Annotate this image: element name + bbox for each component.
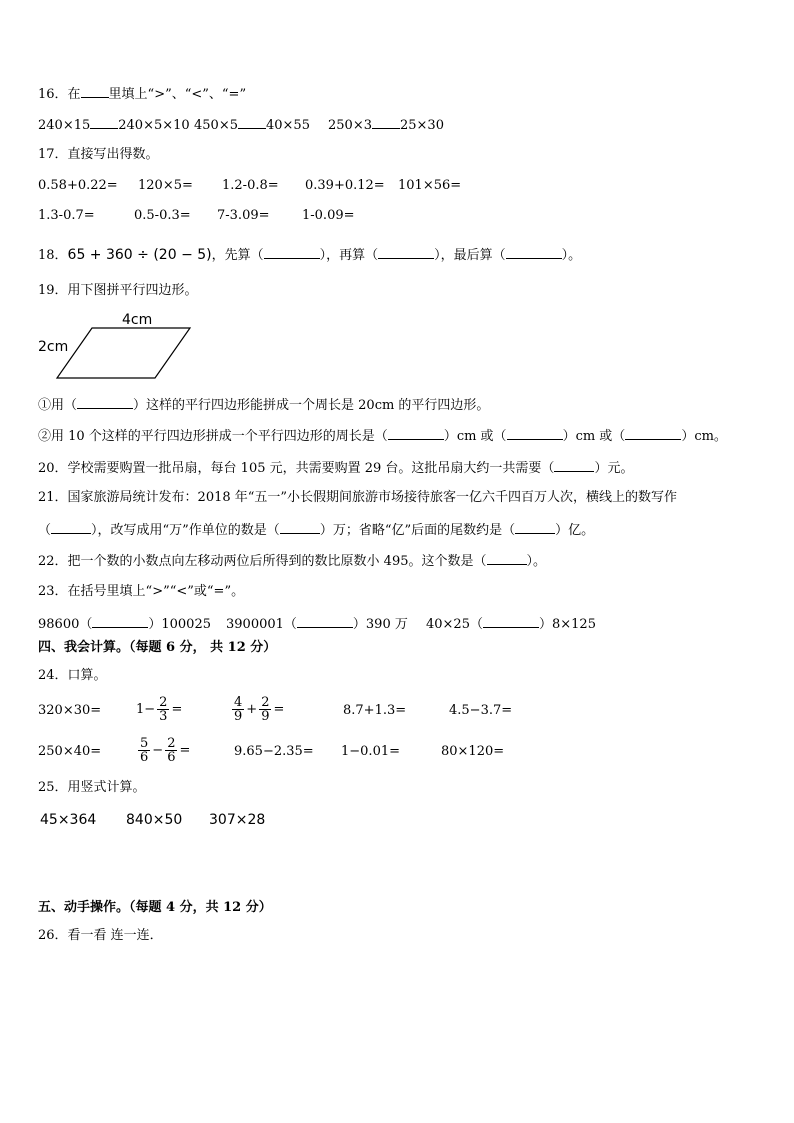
q24-r1-b-fraction xyxy=(157,696,169,723)
section-4-title: 四、我会计算。（每题 6 分， 共 12 分） xyxy=(38,640,277,655)
q16-item-3-left: 250×3 xyxy=(328,118,372,133)
q24-r1-d: 8.7+1.3= xyxy=(343,703,407,718)
q23-item-1-left: 98600（ xyxy=(38,617,93,632)
q20-line xyxy=(38,458,633,478)
q23-item-1-blank[interactable] xyxy=(92,614,148,628)
q20-a: 20．学校需要购置一批吊扇，每台 105 元，共需要购置 29 台。这批吊扇大约一共需要（ xyxy=(38,461,555,476)
q18-expression: 65 + 360 ÷ (20 − 5) xyxy=(67,247,212,263)
q21-d: ）亿。 xyxy=(555,523,595,538)
fraction-numerator: 2 xyxy=(261,695,270,710)
q19-part2 xyxy=(38,426,727,446)
parallelogram-shape xyxy=(57,328,190,378)
q19-part1 xyxy=(38,395,489,415)
q24-r1-c-op: + xyxy=(246,702,258,717)
q19-part2-blank-3[interactable] xyxy=(625,426,681,440)
q17-r2-3: 7-3.09= xyxy=(217,208,270,223)
q24-r1-c-post: = xyxy=(273,702,285,717)
q16-tail: 里填上“>”、“<”、“=” xyxy=(108,87,247,102)
q16-item-1 xyxy=(38,115,190,135)
q21-a: （ xyxy=(38,523,52,538)
q18-blank-1[interactable] xyxy=(264,245,320,259)
q16-item-1-left: 240×15 xyxy=(38,118,91,133)
section-5-title: 五、动手操作。（每题 4 分，共 12 分） xyxy=(38,900,272,915)
q17-r1-1: 0.58+0.22= xyxy=(38,178,118,193)
fraction-numerator: 2 xyxy=(159,695,168,710)
q21-blank-1[interactable] xyxy=(51,520,91,534)
fraction-denominator: 9 xyxy=(261,709,270,724)
q22-b: ）。 xyxy=(526,554,547,569)
q24-r2-b xyxy=(136,733,190,769)
q18-blank-3[interactable] xyxy=(506,245,562,259)
q16-item-1-blank[interactable] xyxy=(90,115,118,129)
q24-r2-c: 9.65−2.35= xyxy=(234,744,314,759)
fraction-denominator: 3 xyxy=(159,709,168,724)
q22-line xyxy=(38,551,546,571)
q18-text3: ），最后算（ xyxy=(434,248,506,263)
q22-blank[interactable] xyxy=(487,551,527,565)
q24-r2-b-post: = xyxy=(179,743,191,758)
q26-label: 26．看一看 连一连． xyxy=(38,928,163,943)
q24-r1-a: 320×30= xyxy=(38,703,102,718)
q17-r2-4: 1-0.09= xyxy=(302,208,355,223)
q24-r2-b-fraction-2 xyxy=(165,737,177,764)
q17-r1-2: 120×5= xyxy=(138,178,193,193)
q24-r1-c-fraction-1 xyxy=(232,696,244,723)
q23-item-2-right: ）390 万 xyxy=(352,617,408,632)
q19-part2-blank-1[interactable] xyxy=(388,426,444,440)
q23-item-1-right: ）100025 xyxy=(148,617,211,632)
q23-item-3-right: ）8×125 xyxy=(538,617,596,632)
fraction-numerator: 5 xyxy=(140,736,149,751)
q18-line xyxy=(38,245,581,265)
q21-line-2 xyxy=(38,520,594,540)
q23-item-3-blank[interactable] xyxy=(483,614,539,628)
fraction-denominator: 6 xyxy=(167,750,176,765)
q24-r1-c xyxy=(230,692,284,728)
q24-r1-b-pre: 1− xyxy=(136,702,156,717)
q19-part1-b: ）这样的平行四边形能拼成一个周长是 20cm 的平行四边形。 xyxy=(133,398,490,413)
q20-blank[interactable] xyxy=(554,458,594,472)
q17-r1-3: 1.2-0.8= xyxy=(222,178,279,193)
q23-item-2-left: 3900001（ xyxy=(226,617,297,632)
q17-label: 17．直接写出得数。 xyxy=(38,147,159,162)
q16-label: 16．在 xyxy=(38,87,81,102)
q16-item-3 xyxy=(328,115,444,135)
q25-item-2: 840×50 xyxy=(126,812,183,828)
fraction-denominator: 6 xyxy=(140,750,149,765)
q23-label: 23．在括号里填上“>”“<”或“=”。 xyxy=(38,584,245,599)
fraction-numerator: 2 xyxy=(167,736,176,751)
q16-item-2-blank[interactable] xyxy=(238,115,266,129)
q19-part1-blank[interactable] xyxy=(77,395,133,409)
fraction-numerator: 4 xyxy=(234,695,243,710)
q22-a: 22．把一个数的小数点向左移动两位后所得到的数比原数小 495。这个数是（ xyxy=(38,554,487,569)
q17-r2-2: 0.5-0.3= xyxy=(134,208,191,223)
q18-text2: ），再算（ xyxy=(319,248,379,263)
q24-r1-b xyxy=(136,692,182,728)
q25-label: 25．用竖式计算。 xyxy=(38,780,146,795)
q24-r1-b-post: = xyxy=(171,702,183,717)
q16-item-2-right: 40×55 xyxy=(265,118,310,133)
q19-label: 19．用下图拼平行四边形。 xyxy=(38,283,198,298)
parallelogram-side-label: 2cm xyxy=(38,339,69,355)
q21-blank-2[interactable] xyxy=(280,520,320,534)
q24-r1-c-fraction-2 xyxy=(259,696,271,723)
q18-blank-2[interactable] xyxy=(378,245,434,259)
q23-item-3 xyxy=(426,614,596,634)
q23-item-2 xyxy=(226,614,408,634)
q17-r1-5: 101×56= xyxy=(398,178,462,193)
q21-b: ），改写成用“万”作单位的数是（ xyxy=(91,523,280,538)
parallelogram-top-label: 4cm xyxy=(122,312,153,328)
q23-item-1 xyxy=(38,614,211,634)
q19-part1-a: ①用（ xyxy=(38,398,78,413)
q24-r2-e: 80×120= xyxy=(441,744,505,759)
q17-r1-4: 0.39+0.12= xyxy=(305,178,385,193)
q24-r2-d: 1−0.01= xyxy=(341,744,401,759)
q19-part2-b: ）cm 或（ xyxy=(443,429,507,444)
q24-r2-b-op: − xyxy=(152,743,164,758)
q16-item-1-right: 240×5×10 xyxy=(118,118,190,133)
q23-item-3-left: 40×25（ xyxy=(426,617,483,632)
q24-label: 24．口算。 xyxy=(38,668,107,683)
fraction-denominator: 9 xyxy=(234,709,243,724)
q25-item-1: 45×364 xyxy=(40,812,97,828)
q19-part2-blank-2[interactable] xyxy=(507,426,563,440)
q18-text4: ）。 xyxy=(561,248,582,263)
q16-item-3-right: 25×30 xyxy=(399,118,444,133)
q23-item-2-blank[interactable] xyxy=(297,614,353,628)
q16-prompt xyxy=(38,84,246,104)
q16-item-3-blank[interactable] xyxy=(372,115,400,129)
q16-item-2-left: 450×5 xyxy=(194,118,238,133)
q16-item-2 xyxy=(194,115,310,135)
q24-r1-e: 4.5−3.7= xyxy=(449,703,513,718)
q19-part2-c: ）cm 或（ xyxy=(562,429,626,444)
q24-r2-b-fraction-1 xyxy=(138,737,150,764)
q18-label: 18． xyxy=(38,248,68,263)
q18-text1: ，先算（ xyxy=(211,248,264,263)
q19-part2-d: ）cm。 xyxy=(681,429,727,444)
q19-part2-a: ②用 10 个这样的平行四边形拼成一个平行四边形的周长是（ xyxy=(38,429,388,444)
q17-r2-1: 1.3-0.7= xyxy=(38,208,95,223)
q21-blank-3[interactable] xyxy=(515,520,555,534)
q21-c: ）万；省略“亿”后面的尾数约是（ xyxy=(319,523,516,538)
q25-item-3: 307×28 xyxy=(209,812,266,828)
q21-line-1: 21．国家旅游局统计发布：2018 年“五一”小长假期间旅游市场接待旅客一亿六千四百万人次，横线上的数写作 xyxy=(38,490,678,505)
q24-r2-a: 250×40= xyxy=(38,744,102,759)
q16-blank[interactable] xyxy=(81,84,109,98)
q20-b: ）元。 xyxy=(594,461,634,476)
